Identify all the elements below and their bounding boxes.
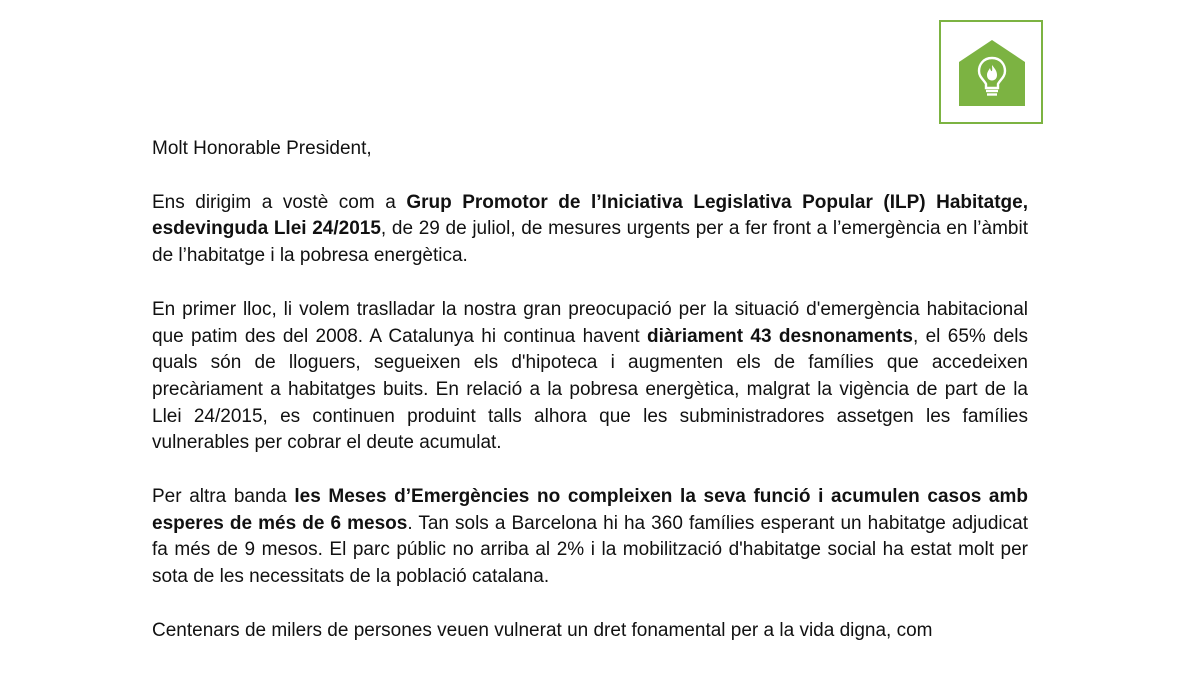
paragraph-text: En primer lloc, li volem traslladar la nostra gran preocupació per la situació d'emergència habitacional que patim des del 2008. A Catalunya hi continua havent bbox=[152, 298, 1028, 347]
paragraph-bold-text: Grup Promotor de l’Iniciativa Legislativa Popular (ILP) Habitatge, esdevinguda Llei 24/2015 bbox=[152, 191, 1028, 240]
paragraph-text: Centenars de milers de persones veuen vulnerat un dret fonamental per a la vida digna, com bbox=[152, 619, 933, 641]
paragraph-emergency-boards bbox=[152, 484, 1028, 591]
paragraph-bold-text: les Meses d’Emergències no compleixen la seva funció i acumulen casos amb esperes de més de 6 mesos bbox=[152, 486, 1029, 534]
letter-body bbox=[152, 136, 1028, 672]
salutation: Molt Honorable President, bbox=[152, 138, 372, 159]
paragraph-bold-text: diàriament 43 desnonaments bbox=[646, 325, 913, 347]
paragraph-text: Ens dirigim a vostè com a bbox=[152, 191, 407, 213]
paragraph-text: , el 65% dels quals són de lloguers, segueixen els d'hipoteca i augmenten els de famílies que accedeixen precàriament a habitatges buits. En relació a la pobresa energètica, malgrat la vigència de part de la Llei 24/2015, es continuen produint talls alhora que les subministradores assetgen les famílies vulnerables per cobrar el deute acumulat. bbox=[152, 325, 1028, 454]
house-with-lightbulb-icon bbox=[959, 40, 1025, 106]
paragraph-fundamental-right bbox=[152, 618, 1028, 645]
paragraph-text: Per altra banda bbox=[152, 486, 295, 508]
paragraph-text: , de 29 de juliol, de mesures urgents per a fer front a l’emergència en l’àmbit de l’habitatge i la pobresa energètica. bbox=[152, 218, 1028, 267]
paragraph-text: . Tan sols a Barcelona hi ha 360 famílies esperant un habitatge adjudicat fa més de 9 mesos. El parc públic no arriba al 2% i la mobilització d'habitatge social ha estat molt per sota de les necessitats de la població catalana. bbox=[152, 512, 1028, 588]
paragraph-housing-emergency bbox=[152, 297, 1028, 457]
paragraph-ilp-intro bbox=[152, 190, 1028, 270]
logo bbox=[939, 20, 1043, 124]
